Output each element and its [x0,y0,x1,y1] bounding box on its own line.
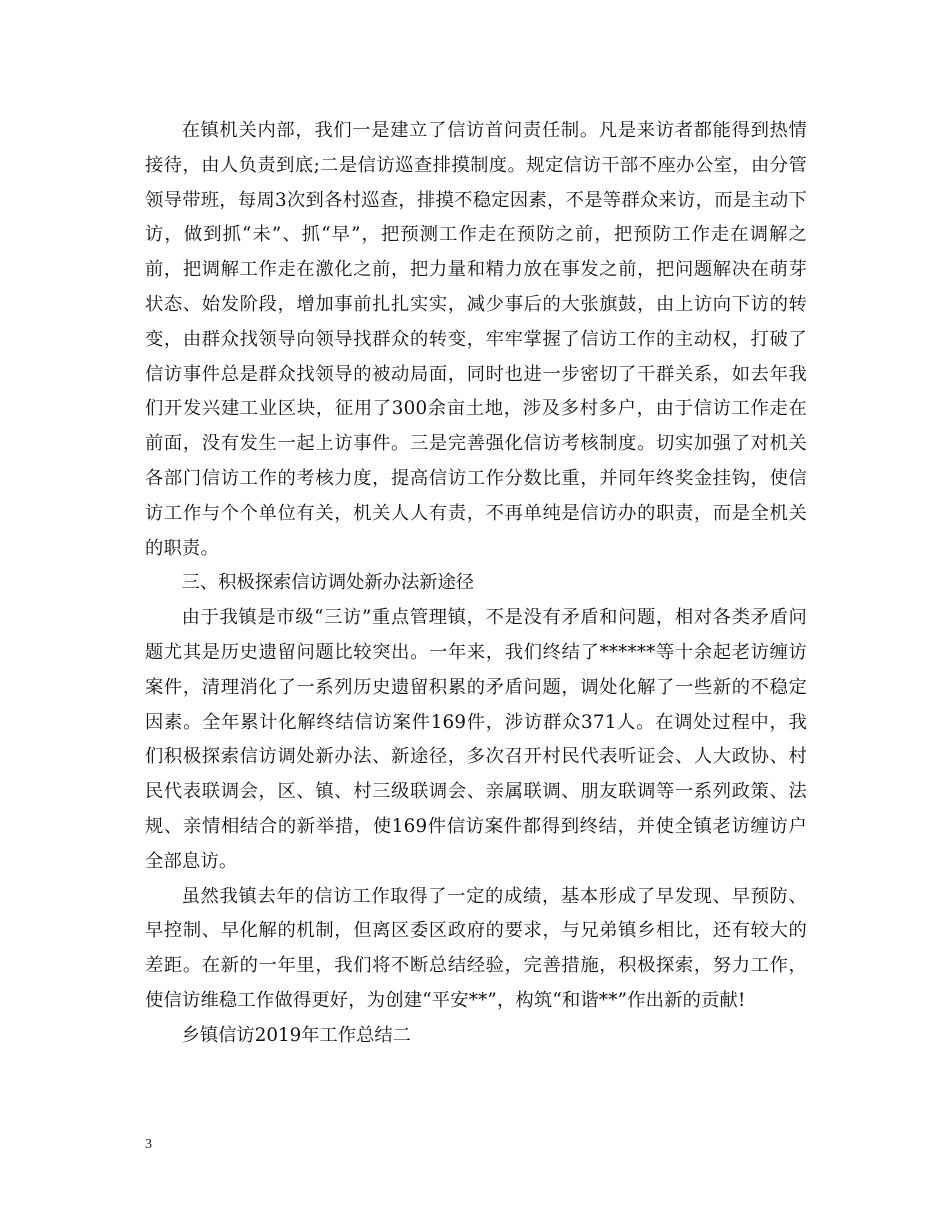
page-number: 3 [145,1137,152,1152]
section-heading-three: 三、积极探索信访调处新办法新途径 [181,572,475,594]
next-document-title: 乡镇信访2019年工作总结二 [181,1024,411,1046]
paragraph-mediation: 由于我镇是市级“三访”重点管理镇，不是没有矛盾和问题，相对各类矛盾问题尤其是历史遗留问题比较突出。一年来，我们终结了******等十余起老访缠访案件，清理消化了一系列历史遗留积累的矛盾问题，调处化解了一些新的不稳定因素。全年累计化解终结信访案件169件，涉访群众371人。在调处过程中，我们积极探索信访调处新办法、新途径，多次召开村民代表听证会、人大政协、村民代表联调会，区、镇、村三级联调会、亲属联调、朋友联调等一系列政策、法规、亲情相结合的新举措，使169件信访案件都得到终结，并使全镇老访缠访户全部息访。 [145,607,807,872]
paragraph-internal-system: 在镇机关内部，我们一是建立了信访首问责任制。凡是来访者都能得到热情接待，由人负责到底;二是信访巡查排摸制度。规定信访干部不座办公室，由分管领导带班，每周3次到各村巡查，排摸不稳定因素，不是等群众来访，而是主动下访，做到抓“未”、抓“早”，把预测工作走在预防之前，把预防工作走在调解之前，把调解工作走在激化之前，把力量和精力放在事发之前，把问题解决在萌芽状态、始发阶段，增加事前扎扎实实，减少事后的大张旗鼓，由上访向下访的转变，由群众找领导向领导找群众的转变，牢牢掌握了信访工作的主动权，打破了信访事件总是群众找领导的被动局面，同时也进一步密切了干群关系，如去年我们开发兴建工业区块，征用了300余亩土地，涉及多村多户，由于信访工作走在前面，没有发生一起上访事件。三是完善强化信访考核制度。切实加强了对机关各部门信访工作的考核力度，提高信访工作分数比重，并同年终奖金挂钩，使信访工作与个个单位有关，机关人人有责，不再单纯是信访办的职责，而是全机关的职责。 [145,120,807,559]
paragraph-conclusion: 虽然我镇去年的信访工作取得了一定的成绩，基本形成了早发现、早预防、早控制、早化解的机制，但离区委区政府的要求，与兄弟镇乡相比，还有较大的差距。在新的一年里，我们将不断总结经验，完善措施，积极探索，努力工作，使信访维稳工作做得更好，为创建“平安**”，构筑“和谐**”作出新的贡献! [145,885,807,1011]
document-body [145,114,807,1054]
